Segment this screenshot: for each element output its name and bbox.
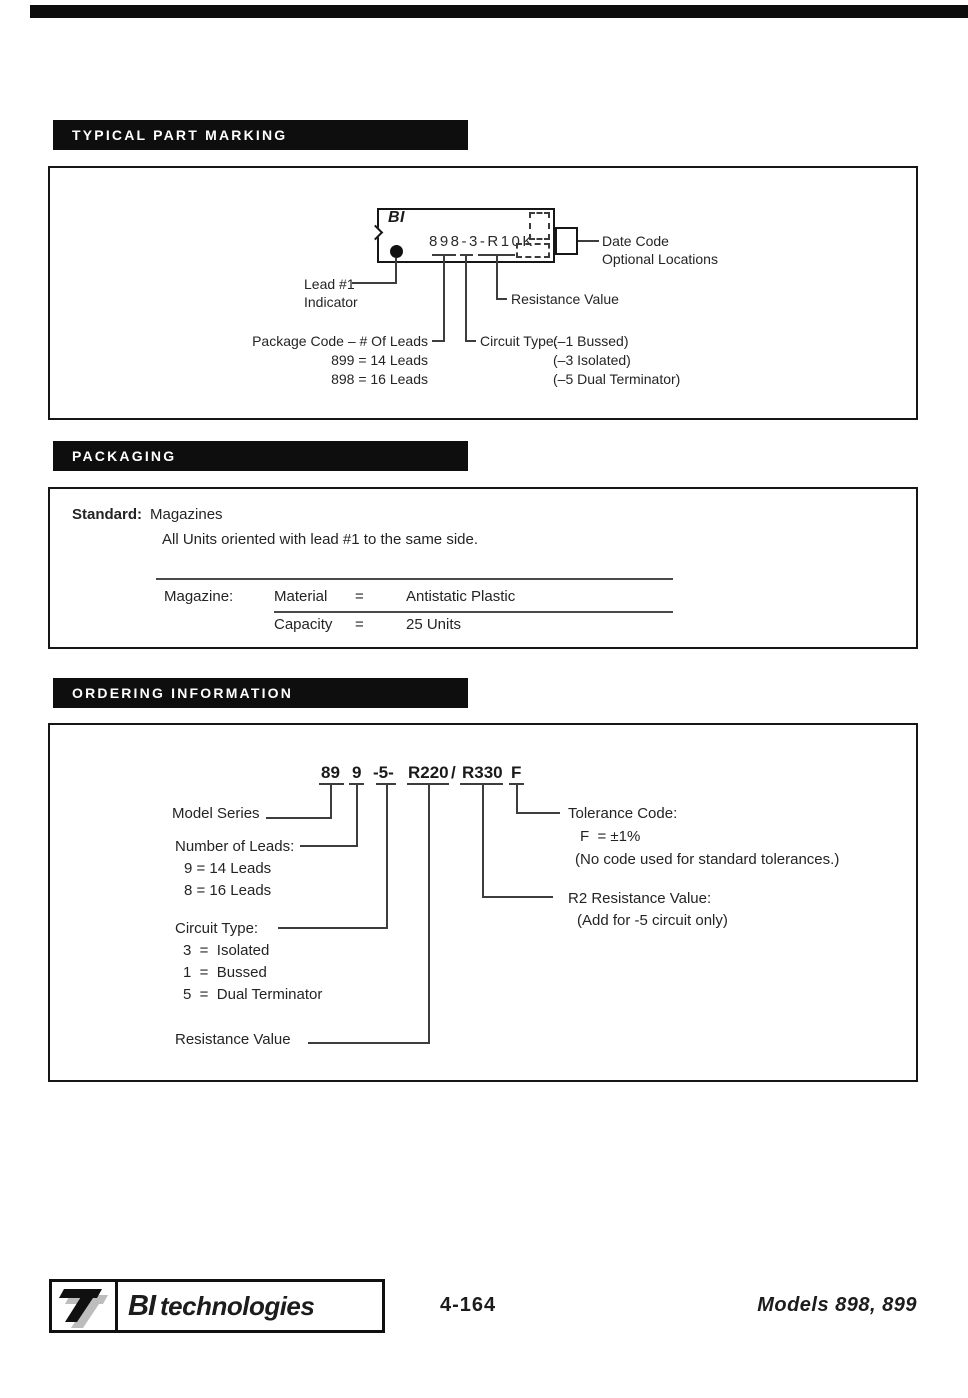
leader-line	[308, 1042, 430, 1044]
circuit-option-3: 3 = Isolated	[183, 942, 270, 959]
circuit-type-label: Circuit Type:	[480, 333, 558, 349]
ordering-circuit-type-label: Circuit Type:	[175, 920, 259, 937]
circuit-type-isolated: (–3 Isolated)	[553, 352, 631, 368]
logo-technologies-text: technologies	[160, 1290, 315, 1321]
capacity-label: Capacity	[274, 616, 333, 633]
material-value: Antistatic Plastic	[406, 588, 516, 605]
part-number-model: 89	[321, 763, 340, 782]
footer-logo	[49, 1279, 385, 1333]
part-number-tolerance: F	[511, 763, 522, 782]
section-header-packaging	[53, 441, 468, 471]
magazine-label: Magazine:	[164, 588, 234, 605]
circuit-option-1: 1 = Bussed	[183, 964, 267, 981]
bi-emblem-icon	[52, 1282, 118, 1330]
part-number-r1: R220	[408, 763, 449, 782]
circuit-option-5: 5 = Dual Terminator	[183, 986, 323, 1003]
lead1-label-line2: Indicator	[304, 294, 358, 310]
leader-line	[386, 785, 388, 929]
page-top-rule	[30, 5, 968, 18]
part-number-leads: 9	[352, 763, 362, 782]
tolerance-code-label: Tolerance Code:	[568, 805, 678, 822]
footer-models: Models 898, 899	[757, 1294, 917, 1316]
component-marking-text: 898-3-R10K	[429, 233, 535, 250]
section-title: PACKAGING	[72, 448, 177, 464]
leader-line	[482, 896, 553, 898]
leads-option-9: 9 = 14 Leads	[184, 860, 272, 877]
logo-bi-text: BI	[128, 1289, 155, 1322]
leader-line	[300, 845, 358, 847]
page-number: 4-164	[440, 1294, 497, 1316]
date-code-label-line1: Date Code	[602, 233, 669, 249]
tolerance-code-note: (No code used for standard tolerances.)	[575, 851, 840, 868]
component-logo: BI	[388, 209, 405, 226]
leader-line	[443, 256, 445, 342]
tolerance-code-value: F = ±1%	[580, 828, 641, 845]
part-marking-panel	[48, 166, 918, 420]
leads-option-8: 8 = 16 Leads	[184, 882, 272, 899]
lead1-label-line1: Lead #1	[304, 276, 355, 292]
date-code-location-box-bottom	[516, 243, 550, 258]
number-of-leads-label: Number of Leads:	[175, 838, 295, 855]
part-number-slash: /	[451, 763, 456, 782]
material-equals: =	[355, 588, 364, 605]
standard-label: Standard:	[72, 506, 143, 523]
leader-line	[465, 340, 476, 342]
leader-line	[578, 240, 599, 242]
date-code-label-line2: Optional Locations	[602, 251, 718, 267]
section-header-ordering-information	[53, 678, 468, 708]
part-number-r2: R330	[462, 763, 503, 782]
r2-resistance-note: (Add for -5 circuit only)	[577, 912, 728, 929]
material-label: Material	[274, 588, 328, 605]
section-title: TYPICAL PART MARKING	[72, 127, 288, 143]
date-code-location-box-top	[529, 212, 550, 240]
section-title: ORDERING INFORMATION	[72, 685, 294, 701]
leader-line	[330, 785, 332, 819]
leader-line	[496, 298, 507, 300]
orientation-note: All Units oriented with lead #1 to the same side.	[162, 531, 479, 548]
capacity-value: 25 Units	[406, 616, 462, 633]
leader-line	[516, 812, 560, 814]
table-rule-top	[156, 578, 673, 580]
ordering-resistance-value-label: Resistance Value	[175, 1031, 291, 1048]
leader-line	[496, 256, 498, 300]
table-rule-mid	[274, 611, 673, 613]
capacity-equals: =	[355, 616, 364, 633]
leader-line	[278, 927, 388, 929]
footer-logo-text	[118, 1290, 382, 1323]
leader-line	[266, 817, 332, 819]
circuit-type-bussed: (–1 Bussed)	[553, 333, 629, 349]
package-code-label: Package Code – # Of Leads	[252, 333, 428, 349]
lead1-indicator-dot	[390, 245, 403, 258]
resistance-value-label: Resistance Value	[511, 291, 619, 307]
circuit-type-dual: (–5 Dual Terminator)	[553, 371, 681, 387]
leader-line	[465, 256, 467, 342]
package-code-898: 898 = 16 Leads	[331, 371, 428, 387]
leader-line	[352, 282, 397, 284]
part-number-circuit: -5-	[373, 763, 394, 782]
component-side-tab	[555, 227, 578, 255]
leader-line	[482, 785, 484, 898]
leader-line	[516, 785, 518, 814]
leader-line	[428, 785, 430, 1044]
section-header-typical-part-marking	[53, 120, 468, 150]
leader-line	[356, 785, 358, 847]
leader-line	[395, 258, 397, 284]
model-series-label: Model Series	[172, 805, 260, 822]
package-code-899: 899 = 14 Leads	[331, 352, 428, 368]
leader-line	[432, 340, 444, 342]
r2-resistance-label: R2 Resistance Value:	[568, 890, 712, 907]
standard-value: Magazines	[150, 506, 223, 523]
